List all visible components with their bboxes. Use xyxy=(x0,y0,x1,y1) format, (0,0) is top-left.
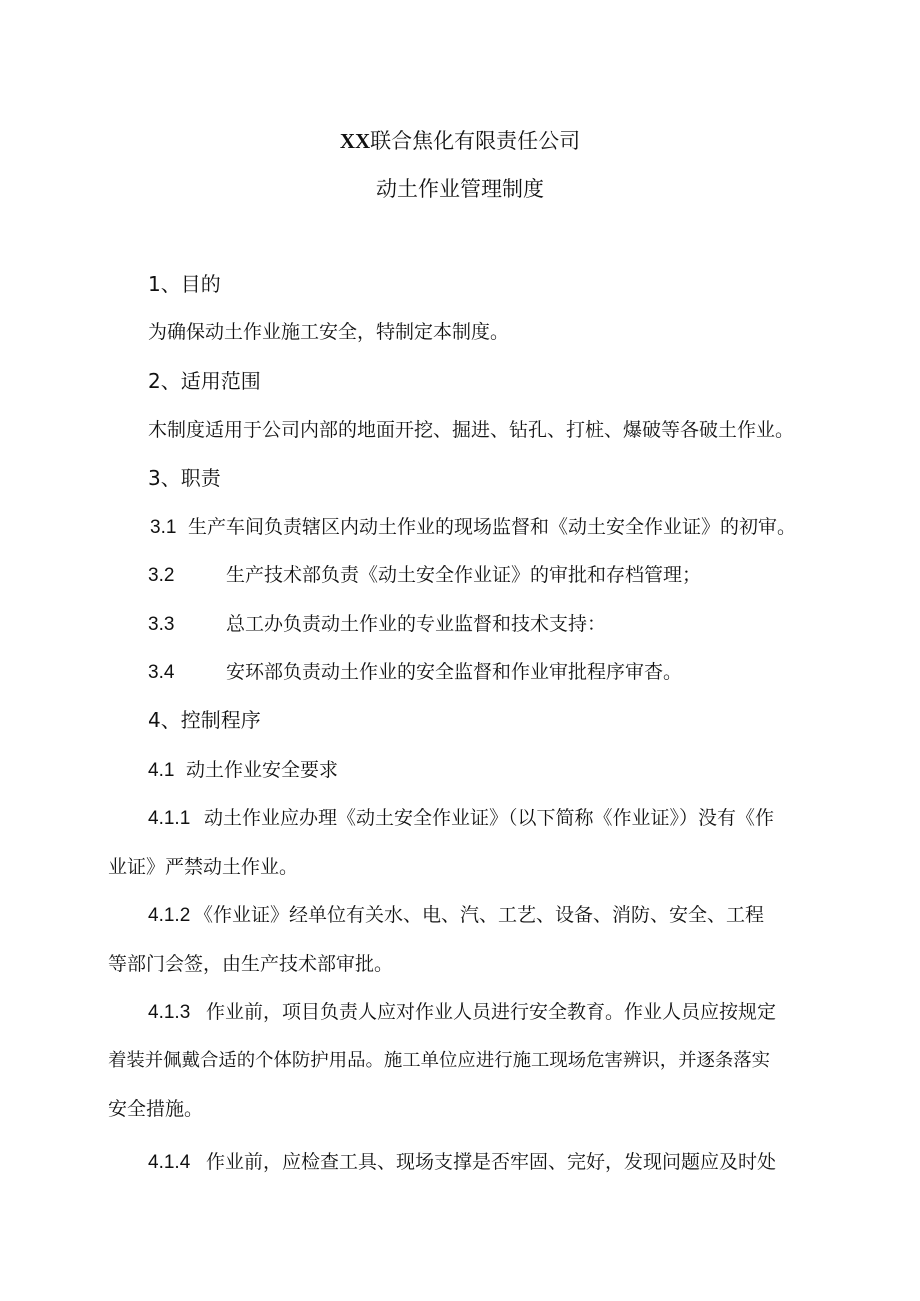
document-subtitle: 动土作业管理制度 xyxy=(376,177,544,201)
clause-4-1-3 xyxy=(148,1000,776,1025)
clause-3-2 xyxy=(148,563,701,588)
clause-text: 作业前，项目负责人应对作业人员进行安全教育。作业人员应按规定 xyxy=(206,1001,777,1023)
document-title-prefix: XX xyxy=(339,129,371,153)
clause-3-1 xyxy=(150,515,796,540)
clause-text: 生产车间负责辖区内动土作业的现场监督和《动土安全作业证》的初审。 xyxy=(188,516,797,538)
clause-4-1-1-cont: 业证》严禁动土作业。 xyxy=(108,856,299,878)
clause-text: 安环部负责动土作业的安全监督和作业审批程序审杳。 xyxy=(226,661,683,683)
section-1-body: 为确保动土作业施工安全，特制定本制度。 xyxy=(148,321,510,343)
clause-4-1-3-cont: 着装并佩戴合适的个体防护用品。施工单位应进行施工现场危害辨识，并逐条落实 xyxy=(108,1050,771,1071)
clause-3-3 xyxy=(148,612,606,637)
clause-3-4 xyxy=(148,660,682,685)
clause-number: 3.2 xyxy=(148,565,175,586)
clause-4-1-1 xyxy=(148,806,774,831)
section-4-heading: 4、控制程序 xyxy=(148,708,261,732)
clause-text: 生产技术部负责《动土安全作业证》的审批和存档管理； xyxy=(226,564,702,586)
clause-4-1 xyxy=(148,758,338,783)
clause-4-1-2 xyxy=(148,903,764,928)
clause-number: 3.3 xyxy=(148,614,175,635)
section-2-heading: 2、适用范围 xyxy=(148,369,261,393)
clause-4-1-2-cont: 等部门会签，由生产技术部审批。 xyxy=(108,953,394,975)
clause-number: 4.1.3 xyxy=(148,1002,191,1023)
section-1-heading: 1、目的 xyxy=(148,272,221,296)
clause-number: 4.1.4 xyxy=(148,1152,191,1173)
clause-text: 作业前，应检查工具、现场支撑是否牢固、完好，发现问题应及时处 xyxy=(206,1151,777,1173)
document-title xyxy=(0,129,920,153)
section-3-heading: 3、职责 xyxy=(148,466,221,490)
section-2-body: 木制度适用于公司内部的地面开挖、掘进、钻孔、打桩、爆破等各破土作业。 xyxy=(148,419,795,441)
clause-number: 4.1.2 xyxy=(148,905,191,926)
clause-4-1-3-cont-2: 安全措施。 xyxy=(108,1098,204,1120)
clause-number: 3.1 xyxy=(150,517,177,538)
clause-text: 《作业证》经单位有关水、电、汽、工艺、设备、消防、安全、工程 xyxy=(194,904,765,926)
clause-number: 3.4 xyxy=(148,662,175,683)
clause-text: 动土作业安全要求 xyxy=(186,759,339,781)
document-title-text: 联合焦化有限责任公司 xyxy=(370,129,581,153)
clause-4-1-4 xyxy=(148,1150,776,1175)
clause-number: 4.1.1 xyxy=(148,808,191,829)
clause-text: 总工办负责动土作业的专业监督和技术支持： xyxy=(226,613,607,635)
clause-text: 动土作业应办理《动土安全作业证》（以下简称《作业证》）没有《作 xyxy=(204,807,775,829)
clause-number: 4.1 xyxy=(148,760,175,781)
